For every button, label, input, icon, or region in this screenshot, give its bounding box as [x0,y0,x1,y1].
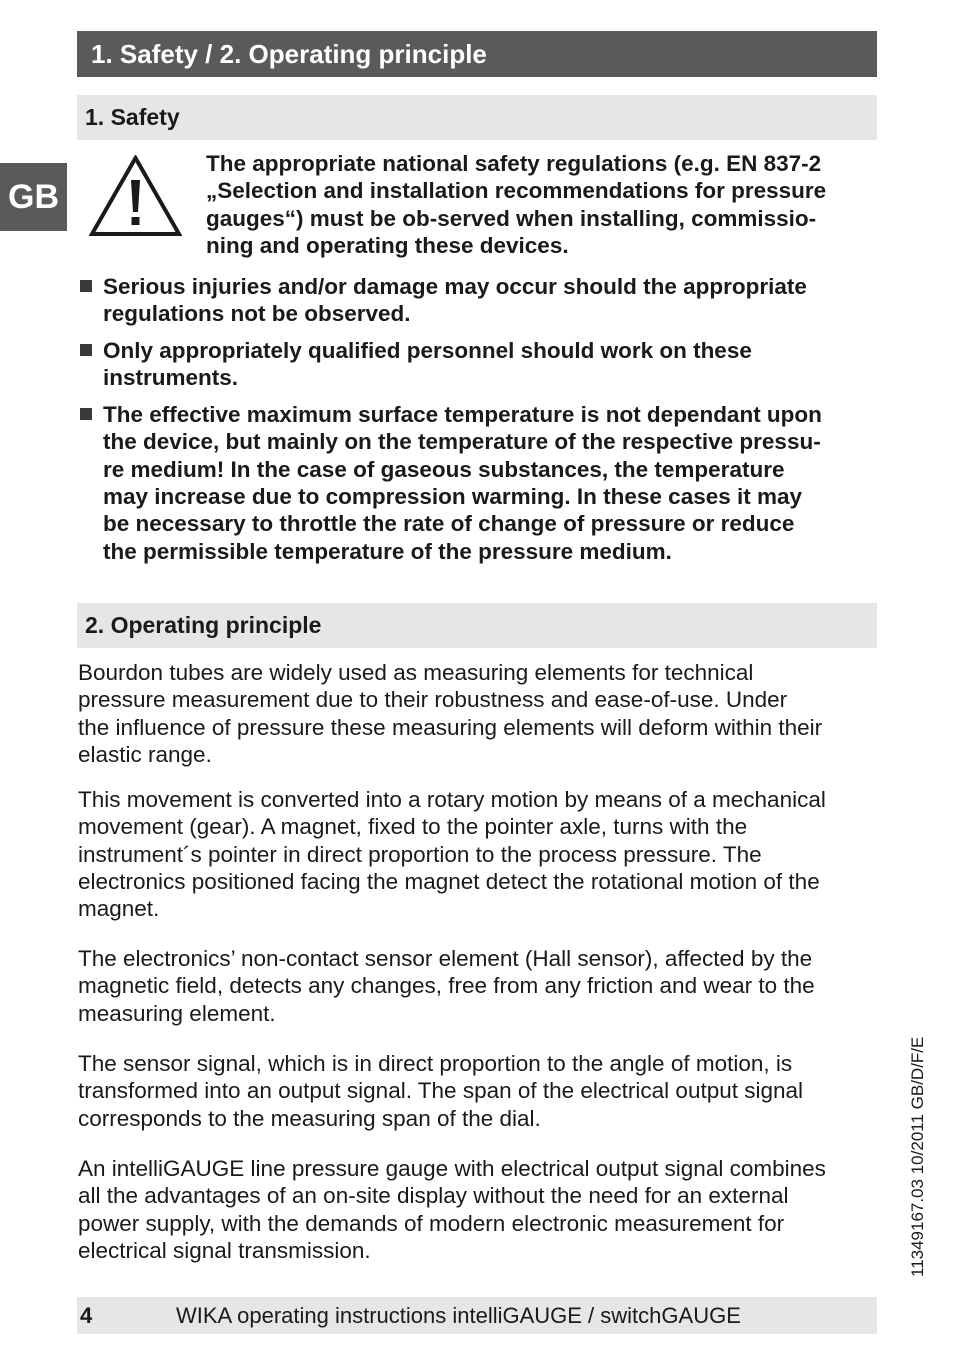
footer-title: WIKA operating instructions intelliGAUGE / switchGAUGE [176,1303,741,1328]
safety-bullet-list [78,273,883,565]
paragraph-line: Bourdon tubes are widely used as measuring elements for technical [78,660,754,685]
bullet-line: may increase due to compression warming. In these cases it may [103,484,803,510]
paragraph-line: The electronics’ non-contact sensor element (Hall sensor), affected by the [78,946,813,971]
paragraph-line: This movement is converted into a rotary motion by means of a mechanical [78,787,826,812]
paragraph-line: The sensor signal, which is in direct proportion to the angle of motion, is [78,1051,793,1076]
language-tab: GB [0,163,67,231]
safety-warning [206,150,882,259]
paragraph-line: instrument´s pointer in direct proportion to the process pressure. The [78,841,762,867]
section-heading-operating-principle: 2. Operating principle [77,603,877,648]
paragraph-line: movement (gear). A magnet, fixed to the pointer axle, turns with the [78,814,748,840]
bullet-line: re medium! In the case of gaseous substances, the temperature [103,456,785,482]
paragraph-line: transformed into an output signal. The span of the electrical output signal [78,1078,804,1104]
safety-bullet [78,337,883,392]
square-bullet-icon [80,344,92,356]
paragraph-line: magnet. [78,896,160,922]
bullet-line: instruments. [103,365,239,391]
page-title: 1. Safety / 2. Operating principle [77,31,877,77]
paragraph-line: magnetic field, detects any changes, free from any friction and wear to the [78,973,815,999]
paragraph-line: power supply, with the demands of modern electronic measurement for [78,1210,785,1236]
paragraph [78,1050,883,1132]
warning-line: The appropriate national safety regulations (e.g. EN 837-2 [206,151,822,176]
paragraph [78,1155,883,1264]
safety-bullet [78,401,883,565]
paragraph-line: measuring element. [78,1000,276,1026]
square-bullet-icon [80,408,92,420]
page-footer [77,1297,877,1334]
square-bullet-icon [80,280,92,292]
bullet-line: Serious injuries and/or damage may occur should the appropriate [103,274,807,299]
paragraph-line: all the advantages of an on-site display without the need for an external [78,1183,789,1209]
bullet-line: be necessary to throttle the rate of change of pressure or reduce [103,511,795,537]
bullet-line: The effective maximum surface temperature is not dependant upon [103,402,822,428]
warning-triangle-icon [89,155,182,237]
warning-line: „Selection and installation recommendations for pressure [206,178,827,204]
bullet-line: regulations not be observed. [103,301,411,327]
bullet-line: the device, but mainly on the temperature of the respective pressu- [103,429,821,455]
bullet-line: the permissible temperature of the pressure medium. [103,538,672,564]
warning-line: gauges“) must be ob-served when installing, commissio- [206,205,817,231]
paragraph-line: pressure measurement due to their robustness and ease-of-use. Under [78,687,788,713]
paragraph-line: corresponds to the measuring span of the dial. [78,1105,541,1131]
paragraph-line: electrical signal transmission. [78,1237,371,1263]
paragraph-line: elastic range. [78,741,212,767]
warning-line: ning and operating these devices. [206,232,569,258]
paragraph [78,945,883,1027]
paragraph-line: electronics positioned facing the magnet detect the rotational motion of the [78,868,820,894]
paragraph-line: the influence of pressure these measuring elements will deform within their [78,714,823,740]
bullet-line: Only appropriately qualified personnel should work on these [103,338,752,364]
section-heading-safety: 1. Safety [77,95,877,140]
document-code: 11349167.03 10/2011 GB/D/F/E [908,1036,927,1277]
page-number: 4 [80,1303,93,1328]
safety-bullet [78,273,883,328]
paragraph [78,659,883,768]
paragraph [78,786,883,922]
paragraph-line: An intelliGAUGE line pressure gauge with electrical output signal combines [78,1156,826,1181]
